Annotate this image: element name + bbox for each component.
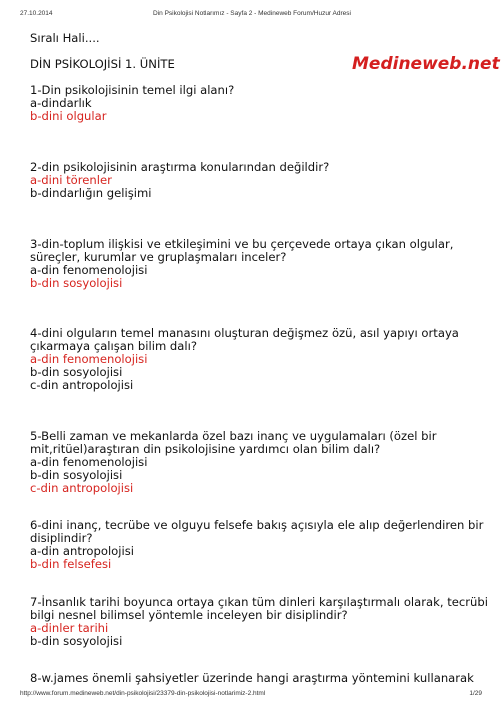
question-2: 2-din psikolojisinin araştırma konularından değildir? — [30, 160, 330, 174]
question-3-line2: süreçler, kurumlar ve gruplaşmaları inceler? — [30, 250, 287, 264]
answer-4a: a-din fenomenolojisi — [30, 352, 148, 366]
option-4b: b-din sosyolojisi — [30, 365, 123, 379]
question-7-line2: bilgi nesnel bilimsel yöntemle inceleyen bir disiplindir? — [30, 608, 348, 622]
option-5a: a-din fenomenolojisi — [30, 455, 148, 469]
intro-text: Sıralı Hali.... — [30, 31, 100, 45]
question-5-line2: mit,ritüel)araştıran din psikolojisine yardımcı olan bilim dalı? — [30, 442, 381, 456]
answer-5c: c-din antropolojisi — [30, 481, 134, 495]
question-4-line1: 4-dini olguların temel manasını oluşturan değişmez özü, asıl yapıyı ortaya — [30, 326, 459, 340]
question-6-line1: 6-dini inanç, tecrübe ve olguyu felsefe bakış açısıyla ele alıp değerlendiren bir — [30, 518, 484, 532]
answer-2a: a-dini törenler — [30, 173, 112, 187]
footer-url[interactable]: http://www.forum.medineweb.net/din-psikolojisi/23379-din-psikolojisi-notlarimiz-2.html — [20, 690, 266, 697]
option-1a: a-dindarlık — [30, 96, 92, 110]
question-8-line1: 8-w.james önemli şahsiyetler üzerinde hangi araştırma yöntemini kullanarak — [30, 671, 474, 685]
option-7b: b-din sosyolojisi — [30, 634, 123, 648]
question-4-line2: çıkarmaya çalışan bilim dalı? — [30, 339, 197, 353]
answer-1b: b-dini olgular — [30, 109, 107, 123]
option-2b: b-dindarlığın gelişimi — [30, 186, 152, 200]
question-7-line1: 7-İnsanlık tarihi boyunca ortaya çıkan tüm dinleri karşılaştırmalı olarak, tecrübi — [30, 595, 488, 609]
answer-6b: b-din felsefesi — [30, 557, 112, 571]
header-date: 27.10.2014 — [20, 10, 53, 17]
brand-logo: Medineweb.net — [352, 54, 500, 74]
option-4c: c-din antropolojisi — [30, 378, 134, 392]
option-6a: a-din antropolojisi — [30, 544, 134, 558]
question-6-line2: disiplindir? — [30, 531, 93, 545]
answer-3b: b-din sosyolojisi — [30, 276, 123, 290]
option-5b: b-din sosyolojisi — [30, 468, 123, 482]
question-5-line1: 5-Belli zaman ve mekanlarda özel bazı inanç ve uygulamaları (özel bir — [30, 429, 437, 443]
header-title: Din Psikolojisi Notlarımız - Sayfa 2 - Medineweb Forum/Huzur Adresi — [153, 10, 351, 17]
page-number: 1/29 — [469, 690, 482, 697]
answer-7a: a-dinler tarihi — [30, 621, 109, 635]
option-3a: a-din fenomenolojisi — [30, 263, 148, 277]
question-3-line1: 3-din-toplum ilişkisi ve etkileşimini ve bu çerçevede ortaya çıkan olgular, — [30, 237, 454, 251]
unit-heading: DİN PSİKOLOJİSİ 1. ÜNİTE — [30, 57, 175, 71]
question-1: 1-Din psikolojisinin temel ilgi alanı? — [30, 83, 235, 97]
